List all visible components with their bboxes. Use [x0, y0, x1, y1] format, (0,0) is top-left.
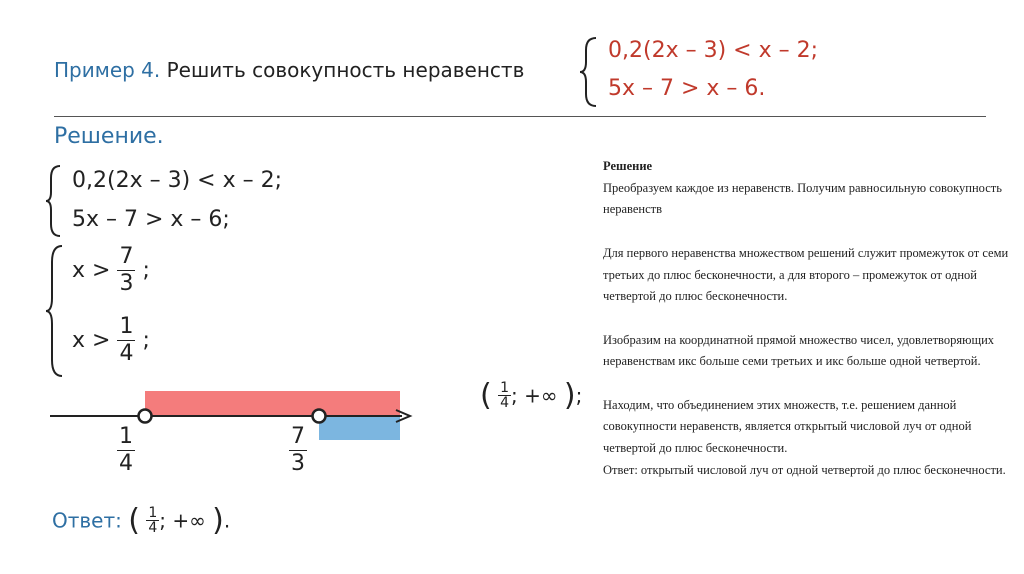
page-title	[54, 58, 524, 82]
fraction-num: 1	[148, 505, 158, 521]
interval-fraction	[498, 381, 511, 410]
reduced-inequality-1	[72, 244, 150, 297]
notes-paragraph-4: Находим, что объединением этих множеств, т.е. решением данной совокупности неравенств, является открытый числовой луч от одной четвертой до плюс бесконечности.	[603, 397, 972, 456]
blue-solution-band	[319, 417, 400, 440]
answer	[52, 503, 230, 538]
tick-fraction	[289, 424, 307, 477]
notes-paragraph-3: Изобразим на координатной прямой множество чисел, удовлетворяющих неравенствам икс больше семи третьих и икс больше одной четвертой.	[603, 332, 995, 369]
fraction-num: 7	[119, 244, 134, 269]
answer-label: Ответ:	[52, 508, 122, 533]
solution-label: Решение.	[54, 124, 164, 149]
answer-fraction	[146, 506, 159, 535]
fraction-den: 3	[291, 451, 305, 476]
title-union-bracket	[578, 36, 600, 108]
answer-rest: ; +∞	[159, 508, 206, 533]
fraction-den: 4	[119, 451, 133, 476]
union-interval	[480, 378, 582, 413]
open-point-seven-thirds	[313, 410, 326, 423]
tick-fraction	[117, 424, 135, 477]
answer-end: .	[223, 508, 231, 533]
fraction-num: 1	[500, 380, 509, 396]
interval-rest: ; +∞	[511, 383, 558, 408]
fraction-den: 4	[119, 341, 134, 366]
header-divider	[54, 116, 986, 117]
answer-close-paren: )	[212, 503, 224, 538]
title-inequality-2: 5x – 7 > x – 6.	[608, 76, 766, 101]
notes-panel	[603, 156, 1013, 503]
title-inequality-1: 0,2(2x – 3) < x – 2;	[608, 38, 818, 63]
example-label: Пример 4.	[54, 58, 161, 82]
system-inequality-1: 0,2(2x – 3) < x – 2;	[72, 168, 282, 193]
answer-open-paren: (	[128, 503, 140, 538]
fraction-num: 1	[119, 314, 134, 339]
system-inequality-2: 5x – 7 > x – 6;	[72, 207, 230, 232]
task-text: Решить совокупность неравенств	[166, 58, 525, 82]
notes-heading: Решение	[603, 159, 653, 173]
reduced-1-tail: ;	[142, 258, 150, 283]
fraction-den: 3	[119, 271, 134, 296]
reduced-2-tail: ;	[142, 328, 150, 353]
system-bracket-1	[44, 164, 64, 238]
notes-paragraph-1: Преобразуем каждое из неравенств. Получим равносильную совокупность неравенств	[603, 180, 1002, 217]
interval-open-paren: (	[480, 378, 492, 413]
fraction-seven-thirds	[117, 244, 135, 297]
reduced-inequality-2	[72, 314, 150, 367]
fraction-den: 4	[500, 395, 509, 411]
reduced-2-lhs: x >	[72, 328, 111, 353]
reduced-1-lhs: x >	[72, 258, 111, 283]
fraction-num: 7	[291, 424, 305, 449]
fraction-den: 4	[148, 520, 158, 536]
tick-label-seven-thirds	[289, 424, 307, 477]
fraction-one-quarter	[117, 314, 135, 367]
tick-label-one-quarter	[117, 424, 135, 477]
interval-end: ;	[575, 383, 583, 408]
notes-paragraph-5: Ответ: открытый числовой луч от одной четвертой до плюс бесконечности.	[603, 462, 1006, 477]
fraction-num: 1	[119, 424, 133, 449]
open-point-one-quarter	[139, 410, 152, 423]
number-line	[40, 385, 420, 445]
notes-paragraph-2: Для первого неравенства множеством решений служит промежуток от семи третьих до плюс бесконечности, а для второго – промежуток от одной четвертой до плюс бесконечности.	[603, 245, 1009, 304]
system-bracket-2	[44, 244, 66, 378]
interval-close-paren: )	[563, 378, 576, 413]
red-solution-band	[145, 391, 400, 415]
